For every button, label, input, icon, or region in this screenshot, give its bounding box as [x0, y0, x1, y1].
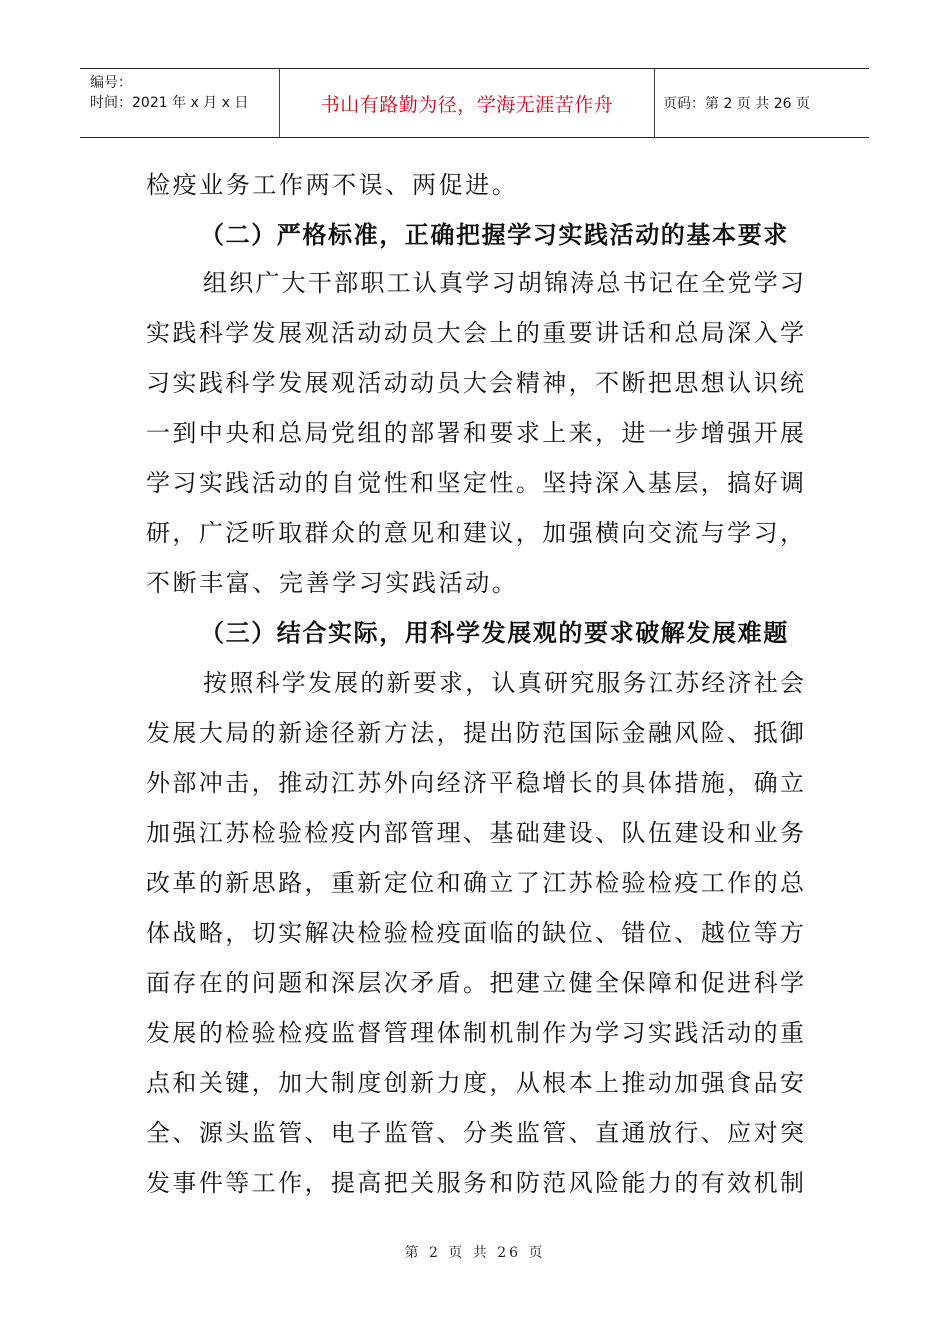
body-line: 发事件等工作，提高把关服务和防范风险能力的有效机制: [146, 1169, 804, 1197]
body-line: 发展的检验检疫监督管理体制机制作为学习实践活动的重: [146, 1019, 804, 1047]
body-line: 学习实践活动的自觉性和坚定性。坚持深入基层，搞好调: [146, 469, 804, 497]
body-line: 加强江苏检验检疫内部管理、基础建设、队伍建设和业务: [146, 819, 804, 847]
section-heading: （三）结合实际，用科学发展观的要求破解发展难题: [200, 619, 789, 647]
section-heading: （二）严格标准，正确把握学习实践活动的基本要求: [200, 221, 789, 249]
body-line: 检疫业务工作两不误、两促进。: [146, 171, 519, 199]
document-number-label: 编号：: [90, 75, 132, 91]
body-line: 外部冲击，推动江苏外向经济平稳增长的具体措施，确立: [146, 769, 804, 797]
body-line: 一到中央和总局党组的部署和要求上来，进一步增强开展: [146, 419, 804, 447]
page-header: [80, 68, 869, 138]
body-line: 研，广泛听取群众的意见和建议，加强横向交流与学习，: [146, 519, 804, 547]
body-line: 实践科学发展观活动动员大会上的重要讲话和总局深入学: [146, 319, 804, 347]
body-line: 发展大局的新途径新方法，提出防范国际金融风险、抵御: [146, 719, 804, 747]
header-motto: 书山有路勤为径，学海无涯苦作舟: [280, 69, 655, 137]
page-footer: 第 2 页 共 26 页: [404, 1245, 546, 1261]
header-meta: [80, 69, 280, 137]
body-line: 改革的新思路，重新定位和确立了江苏检验检疫工作的总: [146, 869, 804, 897]
paragraph-first-line: 按照科学发展的新要求，认真研究服务江苏经济社会: [203, 669, 804, 697]
body-line: 点和关键，加大制度创新力度，从根本上推动加强食品安: [146, 1069, 804, 1097]
body-line: 全、源头监管、电子监管、分类监管、直通放行、应对突: [146, 1119, 804, 1147]
body-line: 体战略，切实解决检验检疫面临的缺位、错位、越位等方: [146, 919, 804, 947]
body-line: 不断丰富、完善学习实践活动。: [146, 569, 519, 597]
document-time-label: 时间：2021 年 x 月 x 日: [90, 95, 249, 111]
body-line: 面存在的问题和深层次矛盾。把建立健全保障和促进科学: [146, 969, 804, 997]
paragraph-first-line: 组织广大干部职工认真学习胡锦涛总书记在全党学习: [203, 269, 804, 297]
header-page-info: 页码：第 2 页 共 26 页: [663, 96, 810, 112]
body-line: 习实践科学发展观活动动员大会精神，不断把思想认识统: [146, 369, 804, 397]
